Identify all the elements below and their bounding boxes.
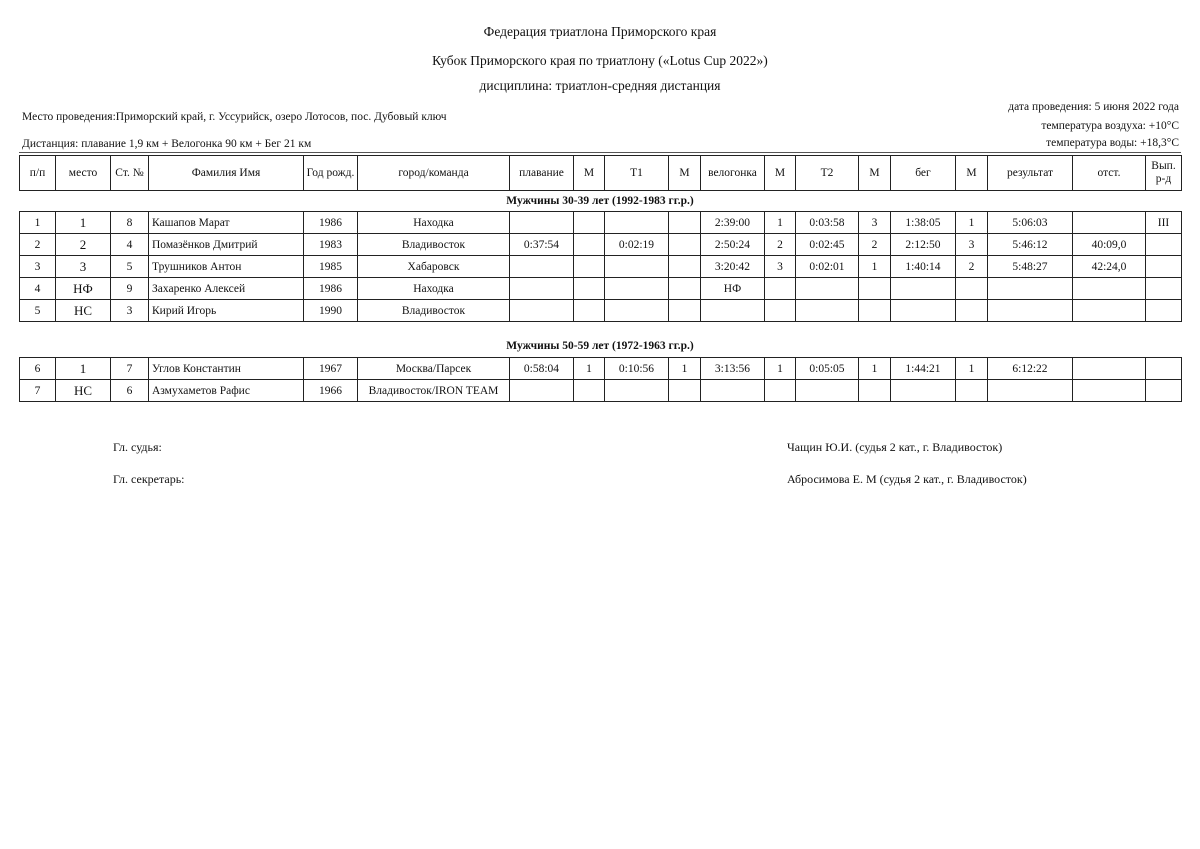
cell-place: 1 bbox=[56, 212, 111, 234]
column-header-bib: Ст. № bbox=[111, 156, 149, 191]
cell-birth-year: 1985 bbox=[304, 256, 358, 278]
cell-result bbox=[988, 278, 1073, 300]
cell-rank-achieved bbox=[1146, 380, 1182, 402]
cell-name: Трушников Антон bbox=[149, 256, 304, 278]
cell-run-rank bbox=[956, 278, 988, 300]
discipline-title: дисциплина: триатлон-средняя дистанция bbox=[479, 78, 721, 93]
cell-bike bbox=[701, 300, 765, 322]
cell-t1: 0:02:19 bbox=[605, 234, 669, 256]
cell-rank-achieved: III bbox=[1146, 212, 1182, 234]
cell-pp: 7 bbox=[20, 380, 56, 402]
column-header-t1-rank: М bbox=[669, 156, 701, 191]
column-header-t2: Т2 bbox=[796, 156, 859, 191]
cell-result: 5:48:27 bbox=[988, 256, 1073, 278]
cell-swim-rank bbox=[574, 278, 605, 300]
cell-bike bbox=[701, 380, 765, 402]
cell-swim-rank bbox=[574, 256, 605, 278]
cell-bib: 5 bbox=[111, 256, 149, 278]
cell-gap: 42:24,0 bbox=[1073, 256, 1146, 278]
cell-bike-rank bbox=[765, 278, 796, 300]
cell-rank-achieved bbox=[1146, 256, 1182, 278]
cell-place: НС bbox=[56, 300, 111, 322]
cell-bib: 7 bbox=[111, 358, 149, 380]
cell-birth-year: 1967 bbox=[304, 358, 358, 380]
cell-t2 bbox=[796, 380, 859, 402]
cell-bike: 3:20:42 bbox=[701, 256, 765, 278]
cell-swim-rank: 1 bbox=[574, 358, 605, 380]
date-text: дата проведения: 5 июня 2022 года bbox=[1008, 101, 1179, 113]
judge-label: Гл. судья: bbox=[113, 440, 162, 454]
cell-swim-rank bbox=[574, 380, 605, 402]
column-header-t1: Т1 bbox=[605, 156, 669, 191]
cell-t2-rank bbox=[859, 300, 891, 322]
cell-t2: 0:03:58 bbox=[796, 212, 859, 234]
cell-city-team: Владивосток bbox=[358, 300, 510, 322]
cell-gap bbox=[1073, 212, 1146, 234]
cell-t2-rank: 2 bbox=[859, 234, 891, 256]
cell-name: Захаренко Алексей bbox=[149, 278, 304, 300]
cell-t2 bbox=[796, 278, 859, 300]
column-header-place: место bbox=[56, 156, 111, 191]
cell-swim: 0:58:04 bbox=[510, 358, 574, 380]
judge-name: Чащин Ю.И. (судья 2 кат., г. Владивосток) bbox=[787, 440, 1003, 454]
cell-bib: 4 bbox=[111, 234, 149, 256]
cell-run bbox=[891, 300, 956, 322]
cell-place: 2 bbox=[56, 234, 111, 256]
column-header-swim: плавание bbox=[510, 156, 574, 191]
table-row bbox=[20, 300, 1182, 322]
cell-t2-rank bbox=[859, 380, 891, 402]
cell-name: Помазёнков Дмитрий bbox=[149, 234, 304, 256]
cell-swim-rank bbox=[574, 234, 605, 256]
cell-t2 bbox=[796, 300, 859, 322]
cell-name: Кашапов Марат bbox=[149, 212, 304, 234]
cell-name: Углов Константин bbox=[149, 358, 304, 380]
cell-bike-rank bbox=[765, 300, 796, 322]
cell-t2-rank: 1 bbox=[859, 358, 891, 380]
column-header-run-rank: М bbox=[956, 156, 988, 191]
cell-birth-year: 1990 bbox=[304, 300, 358, 322]
cell-swim bbox=[510, 278, 574, 300]
cell-name: Кирий Игорь bbox=[149, 300, 304, 322]
cell-bib: 9 bbox=[111, 278, 149, 300]
cup-title: Кубок Приморского края по триатлону («Lotus Cup 2022») bbox=[432, 53, 768, 68]
cell-swim bbox=[510, 380, 574, 402]
cell-run: 2:12:50 bbox=[891, 234, 956, 256]
results-header bbox=[19, 155, 1182, 191]
water-temp-text: температура воды: +18,3°C bbox=[1046, 137, 1179, 149]
cell-run: 1:40:14 bbox=[891, 256, 956, 278]
cell-t2: 0:05:05 bbox=[796, 358, 859, 380]
cell-t1 bbox=[605, 278, 669, 300]
column-header-birth-year: Год рожд. bbox=[304, 156, 358, 191]
column-header-bike-rank: М bbox=[765, 156, 796, 191]
cell-rank-achieved bbox=[1146, 234, 1182, 256]
cell-gap bbox=[1073, 300, 1146, 322]
cell-bike-rank bbox=[765, 380, 796, 402]
column-header-gap: отст. bbox=[1073, 156, 1146, 191]
cell-birth-year: 1983 bbox=[304, 234, 358, 256]
group-title: Мужчины 50-59 лет (1972-1963 гг.р.) bbox=[506, 340, 694, 352]
cell-t2: 0:02:01 bbox=[796, 256, 859, 278]
cell-t1 bbox=[605, 256, 669, 278]
distance-text: Дистанция: плавание 1,9 км + Велогонка 90 км + Бег 21 км bbox=[22, 138, 312, 150]
air-temp-text: температура воздуха: +10°C bbox=[1041, 120, 1179, 132]
cell-pp: 3 bbox=[20, 256, 56, 278]
cell-run bbox=[891, 278, 956, 300]
cell-t1 bbox=[605, 212, 669, 234]
cell-t1-rank bbox=[669, 212, 701, 234]
cell-pp: 5 bbox=[20, 300, 56, 322]
cell-city-team: Москва/Парсек bbox=[358, 358, 510, 380]
cell-t1-rank: 1 bbox=[669, 358, 701, 380]
cell-run-rank: 3 bbox=[956, 234, 988, 256]
cell-city-team: Находка bbox=[358, 278, 510, 300]
cell-run-rank bbox=[956, 380, 988, 402]
cell-t1-rank bbox=[669, 256, 701, 278]
secretary-name: Абросимова Е. М (судья 2 кат., г. Владивосток) bbox=[787, 472, 1027, 486]
column-header-t2-rank: М bbox=[859, 156, 891, 191]
cell-city-team: Владивосток bbox=[358, 234, 510, 256]
cell-gap: 40:09,0 bbox=[1073, 234, 1146, 256]
cell-result bbox=[988, 300, 1073, 322]
cell-bike-rank: 3 bbox=[765, 256, 796, 278]
cell-bike-rank: 1 bbox=[765, 212, 796, 234]
cell-bike: НФ bbox=[701, 278, 765, 300]
cell-place: НФ bbox=[56, 278, 111, 300]
group-title: Мужчины 30-39 лет (1992-1983 гг.р.) bbox=[506, 195, 694, 207]
cell-birth-year: 1986 bbox=[304, 278, 358, 300]
column-header-name: Фамилия Имя bbox=[149, 156, 304, 191]
table-row bbox=[20, 278, 1182, 300]
cell-rank-achieved bbox=[1146, 358, 1182, 380]
cell-birth-year: 1986 bbox=[304, 212, 358, 234]
cell-city-team: Хабаровск bbox=[358, 256, 510, 278]
cell-run-rank: 1 bbox=[956, 358, 988, 380]
cell-pp: 2 bbox=[20, 234, 56, 256]
cell-rank-achieved bbox=[1146, 300, 1182, 322]
cell-t2-rank: 1 bbox=[859, 256, 891, 278]
cell-swim bbox=[510, 256, 574, 278]
cell-t1-rank bbox=[669, 300, 701, 322]
cell-run-rank: 1 bbox=[956, 212, 988, 234]
secretary-label: Гл. секретарь: bbox=[113, 472, 185, 486]
cell-bib: 3 bbox=[111, 300, 149, 322]
cell-result: 5:06:03 bbox=[988, 212, 1073, 234]
column-header-run: бег bbox=[891, 156, 956, 191]
cell-bike-rank: 1 bbox=[765, 358, 796, 380]
cell-place: НС bbox=[56, 380, 111, 402]
cell-t2-rank: 3 bbox=[859, 212, 891, 234]
column-header-city-team: город/команда bbox=[358, 156, 510, 191]
cell-bike: 3:13:56 bbox=[701, 358, 765, 380]
cell-t1 bbox=[605, 380, 669, 402]
cell-pp: 1 bbox=[20, 212, 56, 234]
cell-result: 5:46:12 bbox=[988, 234, 1073, 256]
cell-t1-rank bbox=[669, 278, 701, 300]
cell-city-team: Владивосток/IRON TEAM bbox=[358, 380, 510, 402]
cell-run: 1:44:21 bbox=[891, 358, 956, 380]
table-row bbox=[20, 234, 1182, 256]
cell-gap bbox=[1073, 278, 1146, 300]
cell-t1: 0:10:56 bbox=[605, 358, 669, 380]
cell-name: Азмухаметов Рафис bbox=[149, 380, 304, 402]
cell-result: 6:12:22 bbox=[988, 358, 1073, 380]
table-row bbox=[20, 358, 1182, 380]
cell-bike: 2:39:00 bbox=[701, 212, 765, 234]
group-table-men-50-59 bbox=[19, 357, 1182, 402]
cell-bike: 2:50:24 bbox=[701, 234, 765, 256]
table-row bbox=[20, 380, 1182, 402]
column-header-rank-achieved: Вып. р-д bbox=[1146, 156, 1182, 191]
cell-t1-rank bbox=[669, 380, 701, 402]
cell-bib: 8 bbox=[111, 212, 149, 234]
cell-gap bbox=[1073, 380, 1146, 402]
table-row bbox=[20, 212, 1182, 234]
cell-t2: 0:02:45 bbox=[796, 234, 859, 256]
cell-run bbox=[891, 380, 956, 402]
cell-gap bbox=[1073, 358, 1146, 380]
cell-result bbox=[988, 380, 1073, 402]
header-row bbox=[20, 156, 1182, 191]
cell-swim bbox=[510, 300, 574, 322]
cell-place: 1 bbox=[56, 358, 111, 380]
venue-text: Место проведения:Приморский край, г. Уссурийск, озеро Лотосов, пос. Дубовый ключ bbox=[22, 111, 447, 123]
cell-pp: 4 bbox=[20, 278, 56, 300]
cell-swim-rank bbox=[574, 212, 605, 234]
column-header-swim-rank: М bbox=[574, 156, 605, 191]
cell-t1-rank bbox=[669, 234, 701, 256]
cell-pp: 6 bbox=[20, 358, 56, 380]
column-header-pp: п/п bbox=[20, 156, 56, 191]
cell-place: 3 bbox=[56, 256, 111, 278]
cell-t2-rank bbox=[859, 278, 891, 300]
cell-bib: 6 bbox=[111, 380, 149, 402]
column-header-result: результат bbox=[988, 156, 1073, 191]
cell-swim bbox=[510, 212, 574, 234]
table-row bbox=[20, 256, 1182, 278]
header-rule bbox=[19, 152, 1181, 153]
cell-run-rank: 2 bbox=[956, 256, 988, 278]
group-table-men-30-39 bbox=[19, 211, 1182, 322]
cell-city-team: Находка bbox=[358, 212, 510, 234]
federation-title: Федерация триатлона Приморского края bbox=[483, 24, 717, 39]
cell-run-rank bbox=[956, 300, 988, 322]
cell-bike-rank: 2 bbox=[765, 234, 796, 256]
cell-swim-rank bbox=[574, 300, 605, 322]
cell-swim: 0:37:54 bbox=[510, 234, 574, 256]
column-header-bike: велогонка bbox=[701, 156, 765, 191]
cell-birth-year: 1966 bbox=[304, 380, 358, 402]
cell-t1 bbox=[605, 300, 669, 322]
cell-run: 1:38:05 bbox=[891, 212, 956, 234]
cell-rank-achieved bbox=[1146, 278, 1182, 300]
